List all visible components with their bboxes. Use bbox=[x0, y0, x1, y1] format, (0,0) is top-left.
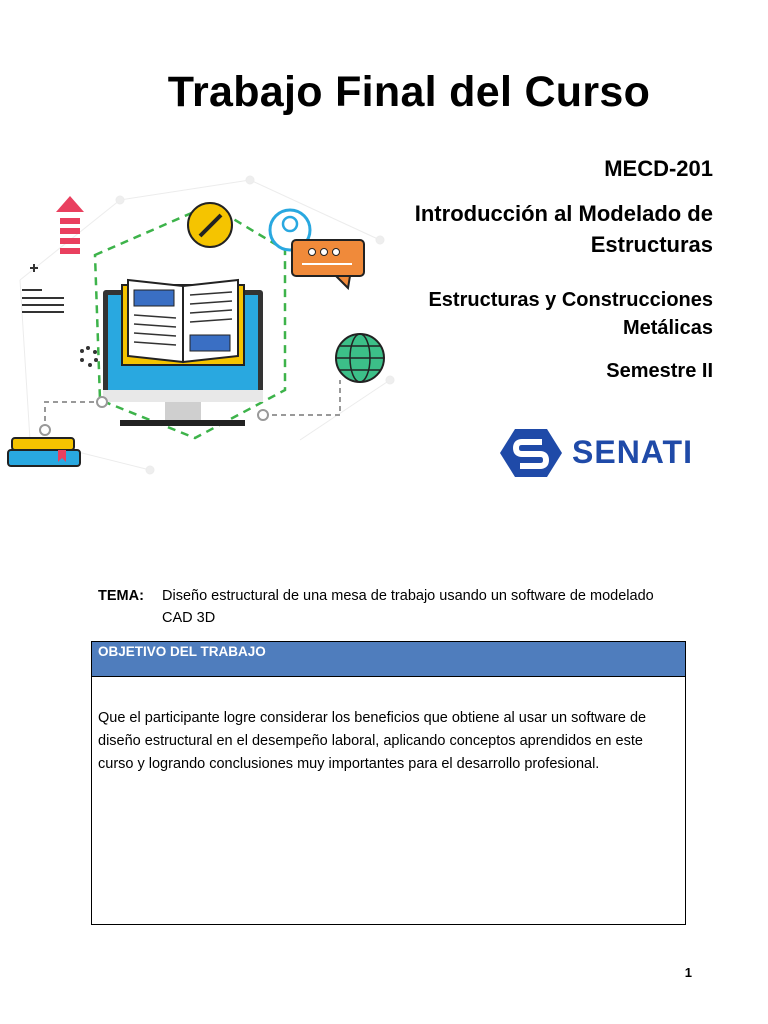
senati-logo-mark bbox=[500, 427, 562, 479]
document-lines-icon bbox=[22, 264, 64, 312]
upload-arrow-icon bbox=[56, 196, 84, 254]
senati-logo bbox=[500, 425, 700, 480]
book-icon bbox=[122, 280, 244, 365]
tema-text: Diseño estructural de una mesa de trabajo usando un software de modelado CAD 3D bbox=[162, 588, 654, 626]
document-title bbox=[0, 68, 768, 117]
tema-section bbox=[98, 585, 658, 629]
objective-text: Que el participante logre considerar los beneficios que obtiene al usar un software de diseño estructural en el desempeño laboral, aplicando conceptos aprendidos en este curso y logrando conclusiones muy importantes para el desarrollo profesional. bbox=[98, 710, 647, 772]
loading-icon bbox=[80, 346, 98, 367]
pencil-icon bbox=[188, 203, 232, 247]
course-info bbox=[333, 156, 713, 383]
career-name: Estructuras y Construcciones Metálicas bbox=[428, 289, 713, 339]
tema-label: TEMA: bbox=[98, 588, 144, 604]
senati-logo-text: SENATI bbox=[572, 434, 693, 470]
objective-box bbox=[91, 641, 686, 925]
document-title-text: Trabajo Final del Curso bbox=[167, 68, 651, 116]
semester: Semestre II bbox=[606, 360, 713, 382]
course-code: MECD-201 bbox=[604, 156, 713, 181]
page-number: 1 bbox=[684, 965, 692, 980]
books-icon bbox=[8, 425, 80, 466]
objective-heading: OBJETIVO DEL TRABAJO bbox=[92, 642, 685, 677]
course-name: Introducción al Modelado de Estructuras bbox=[414, 201, 713, 257]
